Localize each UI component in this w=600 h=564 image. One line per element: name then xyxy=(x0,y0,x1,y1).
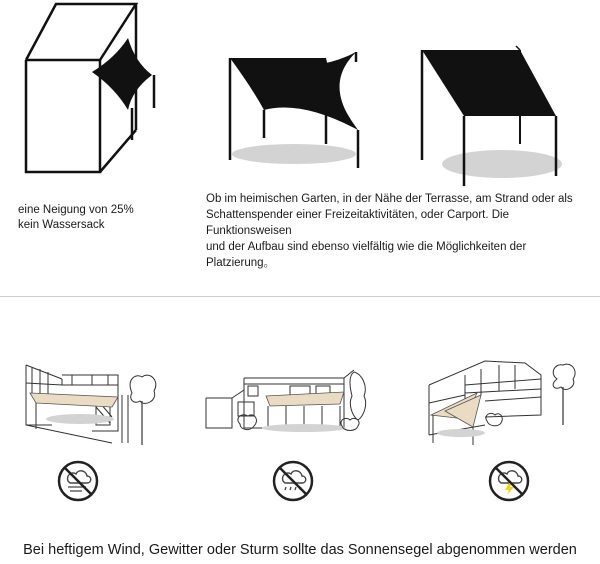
usage-caption-line: Schattenspender einer Freizeitaktivitäten, oder Carport. Die Funktionsweisen xyxy=(206,209,509,237)
slope-caption xyxy=(18,203,188,233)
house-with-sail-illustration xyxy=(22,355,162,450)
house-with-sail-illustration xyxy=(425,355,585,450)
usage-caption xyxy=(206,191,596,271)
slope-caption-line: eine Neigung von 25% xyxy=(18,204,134,216)
house-with-sail-illustration xyxy=(204,362,384,442)
weather-warning-caption: Bei heftigem Wind, Gewitter oder Sturm sollte das Sonnensegel abgenommen werden xyxy=(23,542,577,558)
section-divider xyxy=(0,296,600,297)
no-wind-icon xyxy=(56,459,100,503)
four-pole-sail-illustration xyxy=(222,48,372,178)
rectangular-sail-illustration xyxy=(418,44,568,189)
slope-caption-line: kein Wassersack xyxy=(18,219,105,231)
usage-caption-line: Ob im heimischen Garten, in der Nähe der Terrasse, am Strand oder als xyxy=(206,193,573,205)
slope-mount-illustration xyxy=(20,0,190,180)
no-storm-icon xyxy=(487,459,531,503)
no-rain-icon xyxy=(271,459,315,503)
usage-caption-line: und der Aufbau sind ebenso vielfältig wie die Möglichkeiten der Platzierung。 xyxy=(206,241,527,269)
